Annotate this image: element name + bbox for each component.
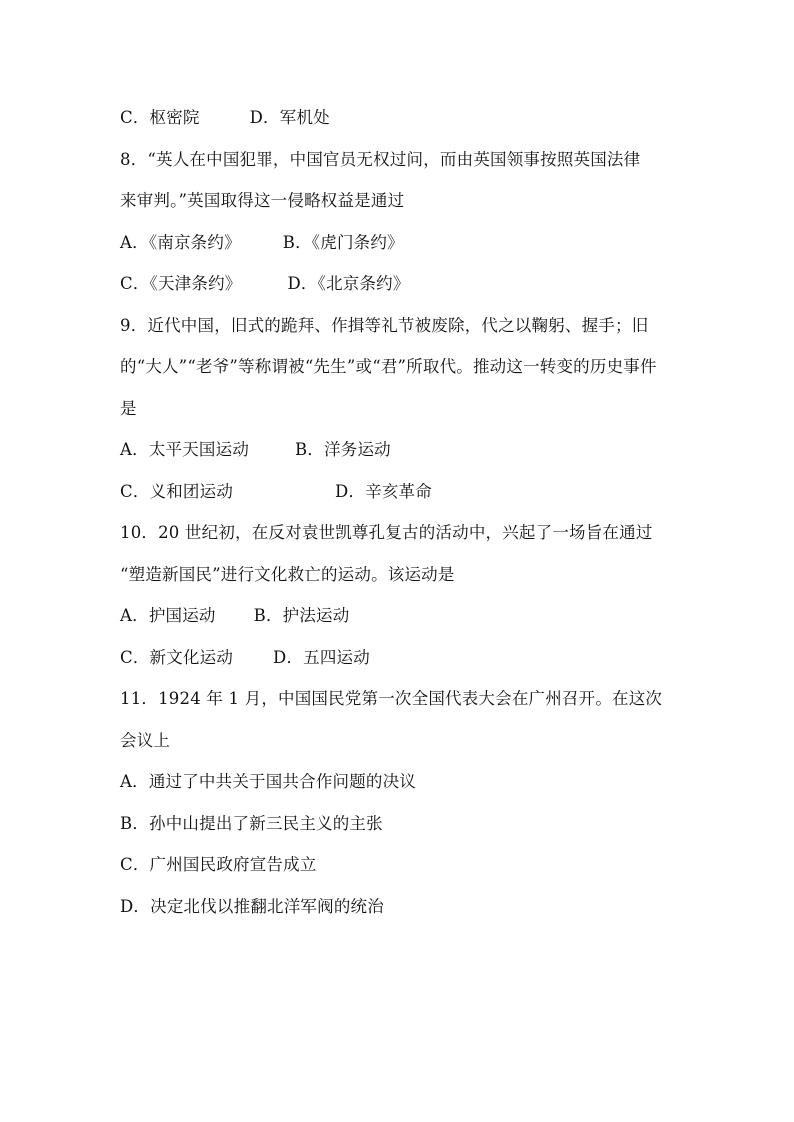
q10-option-b: B．护法运动 [253,606,350,625]
q9-options-row2 [120,480,432,504]
q10-option-c: C．新文化运动 [120,648,234,667]
q8-options-row2 [120,272,410,296]
q8-options-row1 [120,231,404,255]
q8-option-a: A．《南京条约》 [120,233,241,252]
q10-stem-line2: “塑造新国民”进行文化救亡的运动。该运动是 [120,565,455,584]
q10-option-d: D．五四运动 [273,648,370,667]
q9-option-d: D．辛亥革命 [335,482,432,501]
q10-stem-line1: 10．20 世纪初，在反对袁世凯尊孔复古的活动中，兴起了一场旨在通过 [120,523,653,542]
q9-stem-line1: 9．近代中国，旧式的跪拜、作揖等礼节被废除，代之以鞠躬、握手；旧 [120,316,649,335]
q11-option-a: A．通过了中共关于国共合作问题的决议 [120,772,417,791]
q10-options-row2 [120,646,370,670]
option-d: D．军机处 [249,108,330,127]
q8-option-d: D．《北京条约》 [287,274,410,293]
q8-stem-line2: 来审判。”英国取得这一侵略权益是通过 [120,191,405,210]
q11-option-b: B．孙中山提出了新三民主义的主张 [120,814,383,833]
q9-stem-line3: 是 [120,399,137,418]
q11-option-c: C．广州国民政府宣告成立 [120,855,317,874]
prev-options-row [120,106,330,130]
q9-option-a: A．太平天国运动 [120,440,250,459]
q10-options-row1 [120,604,349,628]
q9-option-b: B．洋务运动 [295,440,391,459]
q11-option-d: D．决定北伐以推翻北洋军阀的统治 [120,897,384,916]
q8-option-b: B．《虎门条约》 [282,233,404,252]
q11-stem-line1: 11．1924 年 1 月，中国国民党第一次全国代表大会在广州召开。在这次 [120,689,663,708]
q8-option-c: C．《天津条约》 [120,274,242,293]
q8-stem-line1: 8．“英人在中国犯罪，中国官员无权过问，而由英国领事按照英国法律 [120,150,641,169]
q10-option-a: A．护国运动 [120,606,216,625]
q9-stem-line2: 的“大人”“老爷”等称谓被“先生”或“君”所取代。推动这一转变的历史事件 [120,357,657,376]
q11-stem-line2: 会议上 [120,731,171,750]
q9-options-row1 [120,438,391,462]
option-c: C．枢密院 [120,108,200,127]
q9-option-c: C．义和团运动 [120,482,234,501]
